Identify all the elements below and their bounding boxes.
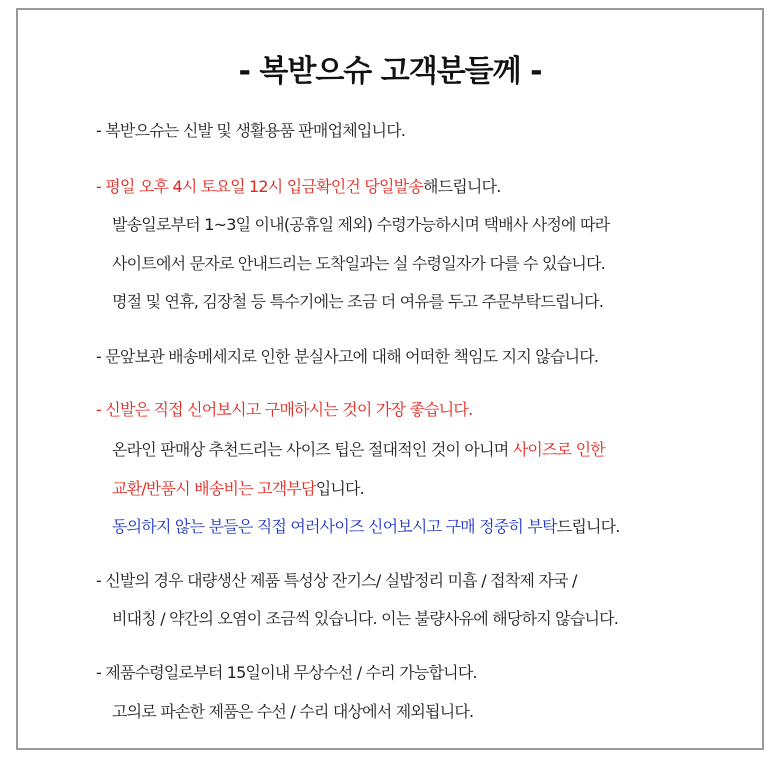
shipping-cutoff-highlight: - 평일 오후 4시 토요일 12시 입금확인건 당일발송 bbox=[96, 177, 423, 196]
try-on-request-suffix: 드립니다. bbox=[556, 517, 620, 536]
notice-mass-production-line-2: 비대칭 / 약간의 오염이 조금씩 있습니다. 이는 불량사유에 해당하지 않습니다. bbox=[112, 609, 619, 628]
shipping-cutoff-suffix: 해드립니다. bbox=[422, 177, 501, 196]
notice-size-advice: - 신발은 직접 신어보시고 구매하시는 것이 가장 좋습니다. bbox=[96, 400, 473, 419]
notice-shipping-line-3: 사이트에서 문자로 안내드리는 도착일과는 실 수령일자가 다를 수 있습니다. bbox=[112, 254, 605, 273]
try-on-request-highlight: 동의하지 않는 분들은 직접 여러사이즈 신어보시고 구매 정중히 부탁 bbox=[112, 517, 557, 536]
notice-shipping-schedule bbox=[96, 177, 501, 197]
notice-business-type: - 복받으슈는 신발 및 생활용품 판매업체입니다. bbox=[96, 121, 406, 140]
notice-size-line-2 bbox=[112, 440, 605, 460]
notice-shipping-line-4: 명절 및 연휴, 김장철 등 특수기에는 조금 더 여유를 두고 주문부탁드립니다. bbox=[112, 292, 604, 311]
notice-size-line-4 bbox=[112, 517, 620, 537]
notice-repair-line-2: 고의로 파손한 제품은 수선 / 수리 대상에서 제외됩니다. bbox=[112, 702, 474, 721]
notice-doorstep-liability: - 문앞보관 배송메세지로 인한 분실사고에 대해 어떠한 책임도 지지 않습니다. bbox=[96, 347, 599, 366]
notice-frame bbox=[16, 8, 764, 750]
return-shipping-suffix: 입니다. bbox=[315, 479, 364, 498]
notice-mass-production-line-1: - 신발의 경우 대량생산 제품 특성상 잔기스/ 실밥정리 미흡 / 접착제 자국 / bbox=[96, 571, 577, 590]
return-shipping-highlight: 교환/반품시 배송비는 고객부담 bbox=[112, 479, 316, 498]
size-tip-text: 온라인 판매상 추천드리는 사이즈 팁은 절대적인 것이 아니며 bbox=[112, 440, 513, 459]
page-title: - 복받으슈 고객분들께 - bbox=[238, 54, 542, 89]
size-exchange-highlight: 사이즈로 인한 bbox=[512, 440, 605, 459]
notice-shipping-line-2: 발송일로부터 1~3일 이내(공휴일 제외) 수령가능하시며 택배사 사정에 따라 bbox=[112, 215, 610, 234]
notice-repair-line-1: - 제품수령일로부터 15일이내 무상수선 / 수리 가능합니다. bbox=[96, 663, 477, 682]
notice-size-line-3 bbox=[112, 479, 364, 499]
